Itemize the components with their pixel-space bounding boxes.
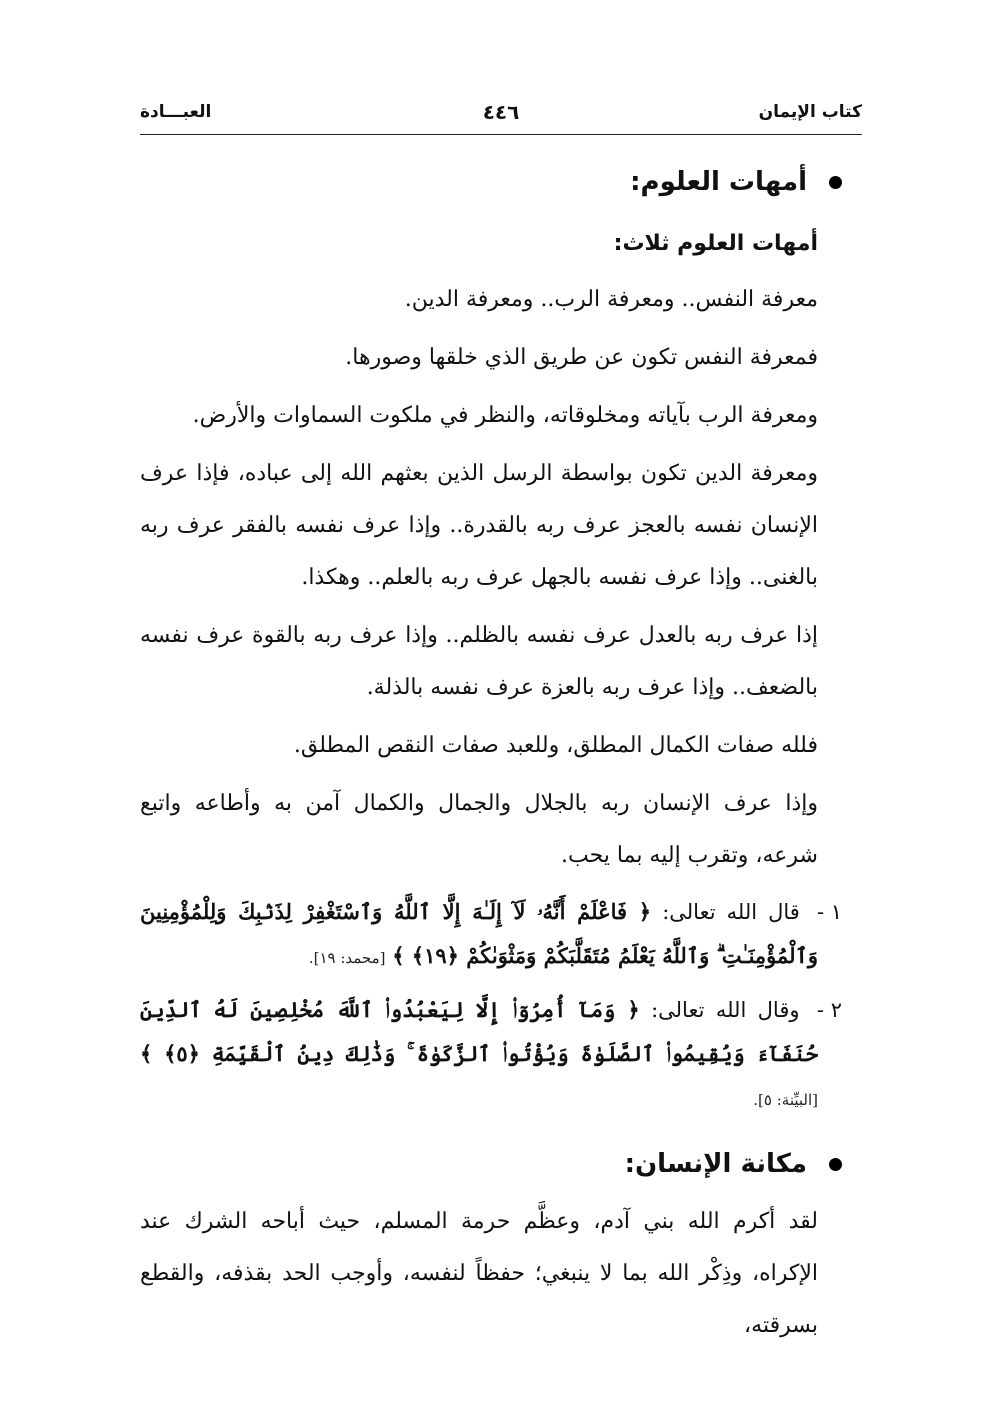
paragraph: إذا عرف ربه بالعدل عرف نفسه بالظلم.. وإذا عرف ربه بالقوة عرف نفسه بالضعف.. وإذا عرف ربه بالعزة عرف نفسه بالذلة. [140, 623, 818, 700]
quran-verse: ﴿ فَاعْلَمْ أَنَّهُۥ لَآ إِلَـٰهَ إِلَّا ٱللَّهُ وَٱسْتَغْفِرْ لِذَنۢبِكَ وَلِلْمُؤْمِنِينَ وَٱلْمُؤْمِنَـٰتِ ۗ وَٱللَّهُ يَعْلَمُ مُتَقَلَّبَكُمْ وَمَثْوَىٰكُمْ ﴿١٩﴾ ﴾ [140, 899, 818, 968]
paragraph: معرفة النفس.. ومعرفة الرب.. ومعرفة الدين. [404, 287, 818, 312]
page-body [140, 150, 843, 1352]
paragraph: ومعرفة الدين تكون بواسطة الرسل الذين بعثهم الله إلى عباده، فإذا عرف الإنسان نفسه بالعجز عرف ربه بالقدرة.. وإذا عرف نفسه بالفقر عرف ربه بالغنى.. وإذا عرف نفسه بالجهل عرف ربه بالعلم.. وهكذا. [140, 461, 818, 590]
citation-number: ١ - [816, 900, 843, 924]
section-heading-text: أمهات العلوم: [630, 167, 807, 197]
citation-number: ٢ - [816, 998, 842, 1022]
chapter-title: العبـــادة [140, 102, 212, 122]
header-divider [140, 134, 862, 135]
paragraph: وإذا عرف الإنسان ربه بالجلال والجمال والكمال آمن به وأطاعه واتبع شرعه، وتقرب إليه بما يحب. [140, 791, 818, 868]
citation-intro: قال الله تعالى: [662, 900, 800, 924]
paragraph: فلله صفات الكمال المطلق، وللعبد صفات النقص المطلق. [293, 733, 818, 758]
quran-verse: ﴿ وَمَآ أُمِرُوٓا۟ إِلَّا لِيَعْبُدُوا۟ ٱللَّهَ مُخْلِصِينَ لَهُ ٱلدِّينَ حُنَفَآءَ وَيُقِيمُوا۟ ٱلصَّلَوٰةَ وَيُؤْتُوا۟ ٱلزَّكَوٰةَ ۚ وَذَٰلِكَ دِينُ ٱلْقَيِّمَةِ ﴿٥﴾ ﴾ [140, 997, 819, 1066]
section-heading-text: مكانة الإنسان: [624, 1149, 807, 1179]
citation-intro: وقال الله تعالى: [651, 998, 800, 1022]
section-heading-human-status [140, 1132, 842, 1196]
bullet-icon [829, 176, 842, 189]
paragraph: لقد أكرم الله بني آدم، وعظَّم حرمة المسلم، حيث أباحه الشرك عند الإكراه، وذِكْر الله بما لا ينبغي؛ حفظاً لنفسه، وأوجب الحد بقذفه، والقطع بسرقته، [140, 1209, 818, 1338]
verse-reference: [البيِّنة: ٥]. [753, 1091, 818, 1109]
quran-citation [140, 988, 842, 1122]
quran-citation [140, 890, 843, 980]
bullet-icon [829, 1158, 842, 1171]
subheading: أمهات العلوم ثلاث: [613, 231, 818, 256]
paragraph: ومعرفة الرب بآياته ومخلوقاته، والنظر في ملكوت السماوات والأرض. [192, 403, 818, 428]
verse-reference: [محمد: ١٩]. [308, 949, 386, 967]
book-title: كتاب الإيمان [758, 102, 862, 122]
section-heading-sciences [140, 150, 842, 214]
paragraph: فمعرفة النفس تكون عن طريق الذي خلقها وصورها. [345, 345, 818, 370]
page-number: ٤٤٦ [482, 100, 520, 124]
running-header [140, 96, 862, 130]
